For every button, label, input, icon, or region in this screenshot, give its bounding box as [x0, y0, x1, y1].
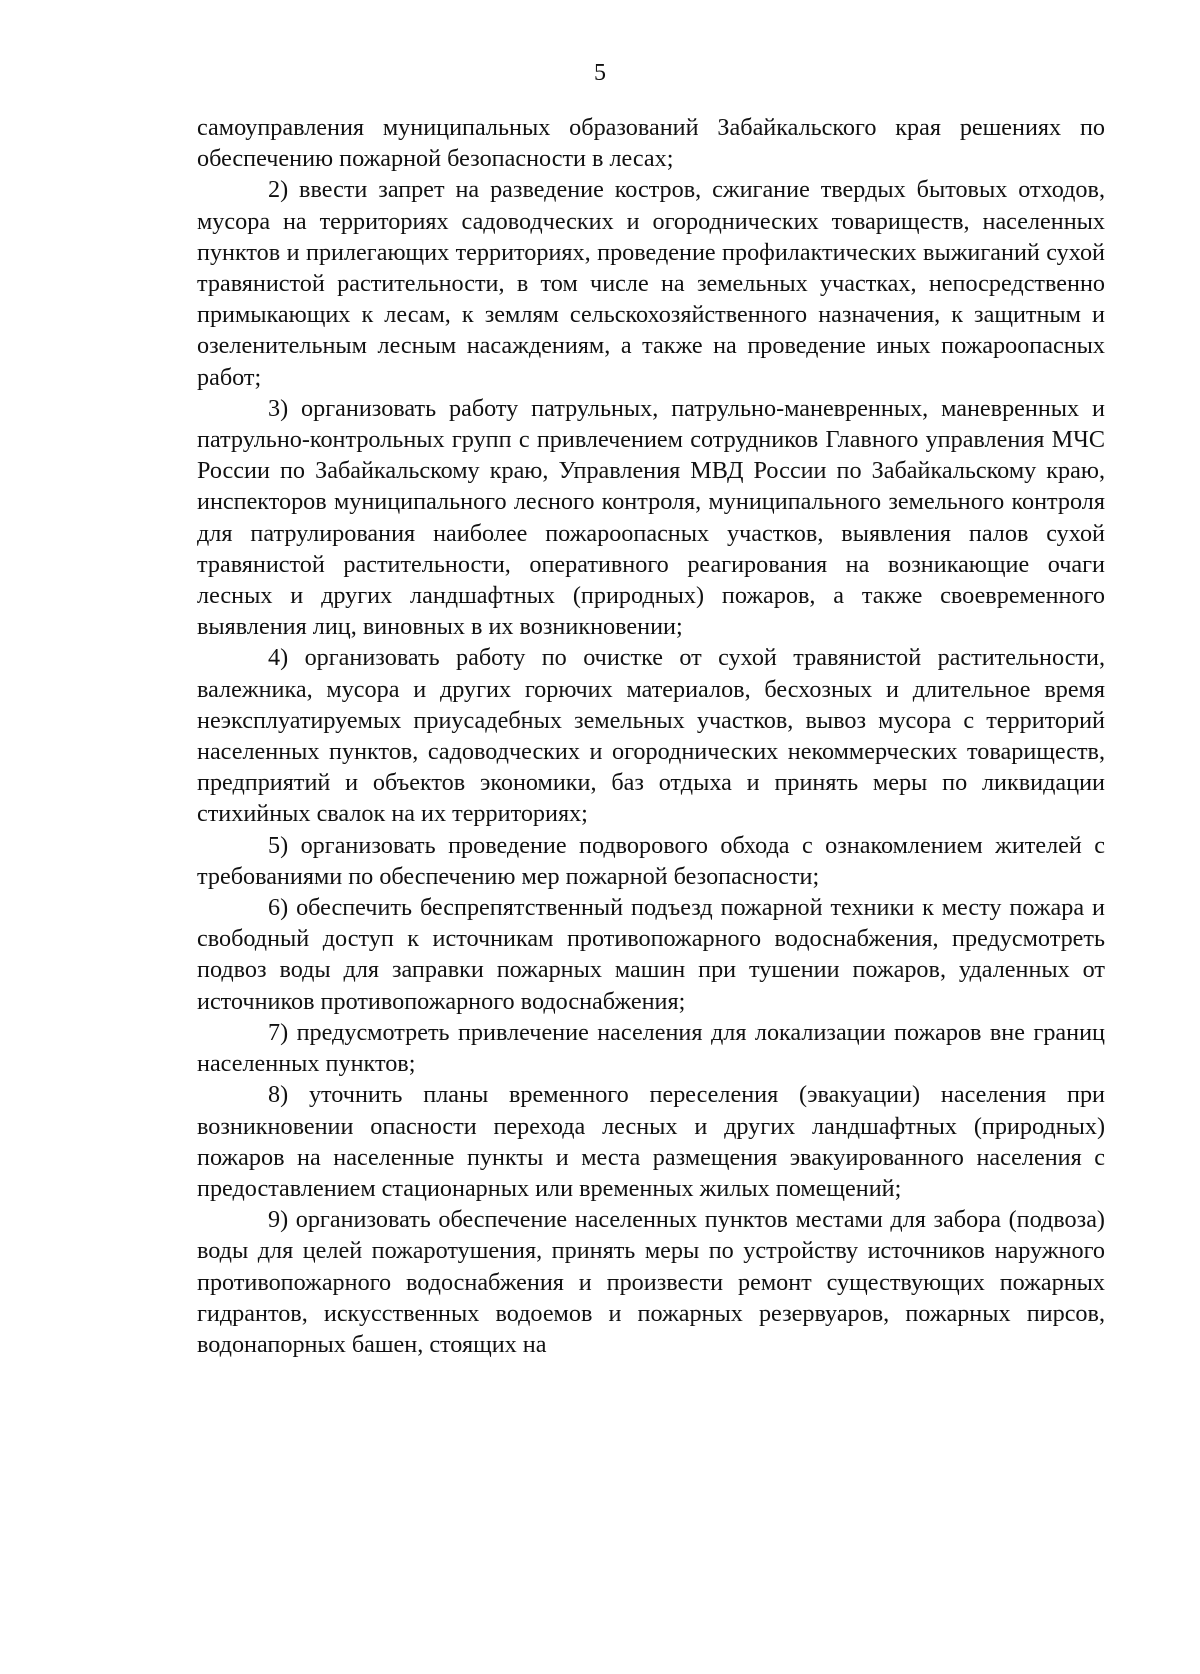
paragraph-continuation: самоуправления муниципальных образований Забайкальского края решениях по обеспечению пожарной безопасности в лесах; [197, 114, 1105, 173]
paragraph-item-4: 4) организовать работу по очистке от сухой травянистой растительности, валежника, мусора и других горючих материалов, бесхозных и длительное время неэксплуатируемых приусадебных земельных участков, вывоз мусора с территорий населенных пунктов, садоводческих и огороднических некоммерческих товариществ, предприятий и объектов экономики, баз отдыха и принять меры по ликвидации стихийных свалок на их территориях; [197, 644, 1105, 828]
paragraph-item-3: 3) организовать работу патрульных, патрульно-маневренных, маневренных и патрульно-контрольных групп с привлечением сотрудников Главного управления МЧС России по Забайкальскому краю, Управления МВД России по Забайкальскому краю, инспекторов муниципального лесного контроля, муниципального земельного контроля для патрулирования наиболее пожароопасных участков, выявления палов сухой травянистой растительности, оперативного реагирования на возникающие очаги лесных и других ландшафтных (природных) пожаров, а также своевременного выявления лиц, виновных в их возникновении; [197, 394, 1105, 641]
paragraph-item-8: 8) уточнить планы временного переселения (эвакуации) населения при возникновении опасности перехода лесных и других ландшафтных (природных) пожаров на населенные пункты и места размещения эвакуированного населения с предоставлением стационарных или временных жилых помещений; [197, 1081, 1105, 1202]
paragraph-item-7: 7) предусмотреть привлечение населения для локализации пожаров вне границ населенных пунктов; [197, 1018, 1105, 1078]
paragraph-item-6: 6) обеспечить беспрепятственный подъезд пожарной техники к месту пожара и свободный доступ к источникам противопожарного водоснабжения, предусмотреть подвоз воды для заправки пожарных машин при тушении пожаров, удаленных от источников противопожарного водоснабжения; [197, 894, 1105, 1015]
page-number: 5 [594, 60, 606, 86]
paragraph-item-9: 9) организовать обеспечение населенных пунктов местами для забора (подвоза) воды для целей пожаротушения, принять меры по устройству источников наружного противопожарного водоснабжения и произвести ремонт существующих пожарных гидрантов, искусственных водоемов и пожарных резервуаров, пожарных пирсов, водонапорных башен, стоящих на [197, 1206, 1105, 1358]
document-body [197, 112, 1105, 1360]
paragraph-item-5: 5) организовать проведение подворового обхода с ознакомлением жителей с требованиями по обеспечению мер пожарной безопасности; [197, 831, 1105, 890]
paragraph-item-2: 2) ввести запрет на разведение костров, сжигание твердых бытовых отходов, мусора на территориях садоводческих и огороднических товариществ, населенных пунктов и прилегающих территориях, проведение профилактических выжиганий сухой травянистой растительности, в том числе на земельных участках, непосредственно примыкающих к лесам, к землям сельскохозяйственного назначения, к защитным и озеленительным лесным насаждениям, а также на проведение иных пожароопасных работ; [197, 176, 1105, 391]
